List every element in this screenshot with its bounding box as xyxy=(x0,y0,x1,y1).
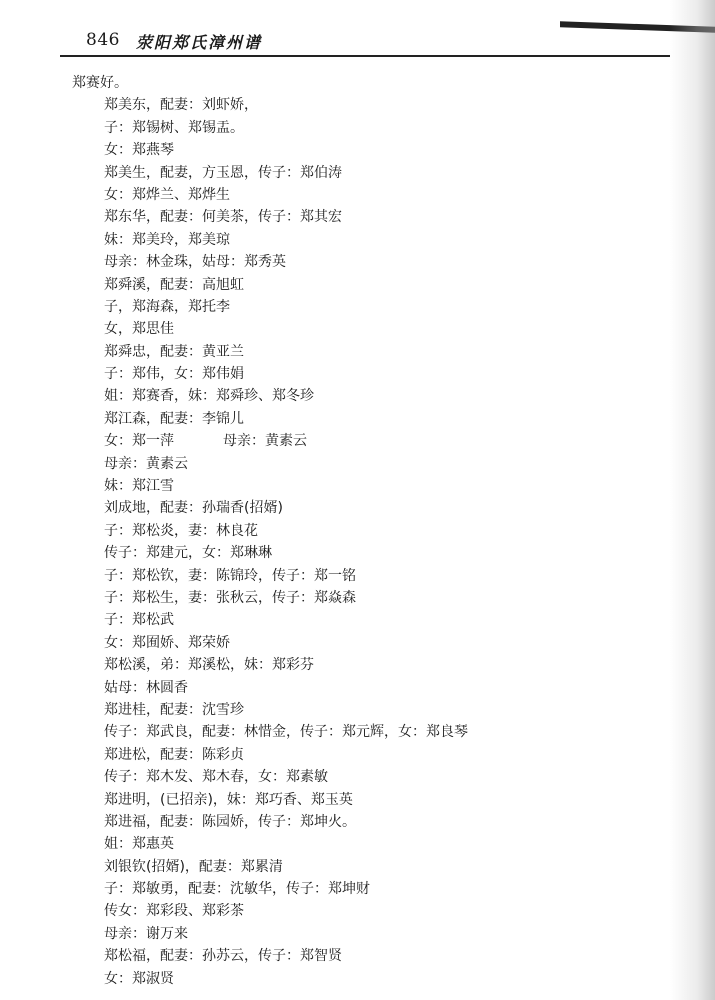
text-line: 刘银钦(招婿)，配妻：郑累清 xyxy=(104,858,283,875)
text-line: 女：郑烨兰、郑烨生 xyxy=(104,186,230,203)
page-number: 846 xyxy=(86,30,120,50)
text-line: 子：郑松武 xyxy=(104,612,174,629)
text-line: 妹：郑美玲，郑美琼 xyxy=(104,231,230,248)
text-line: 传子：郑建元，女：郑琳琳 xyxy=(104,545,272,562)
text-line: 女：郑一萍 母亲：黄素云 xyxy=(104,433,307,450)
text-line: 传子：郑武良，配妻：林惜金，传子：郑元辉，女：郑良琴 xyxy=(104,724,468,741)
text-line: 郑舜忠，配妻：黄亚兰 xyxy=(104,343,244,360)
text-line: 姐：郑赛香，妹：郑舜珍、郑冬珍 xyxy=(104,388,314,405)
text-line: 郑进福，配妻：陈园娇，传子：郑坤火。 xyxy=(104,813,356,830)
text-line: 女，郑思佳 xyxy=(104,321,174,338)
text-line: 郑进明，(已招亲)，妹：郑巧香、郑玉英 xyxy=(104,791,353,808)
text-line: 郑进桂，配妻：沈雪珍 xyxy=(104,701,244,718)
text-line: 子：郑松钦，妻：陈锦玲，传子：郑一铭 xyxy=(104,567,356,584)
text-line: 母亲：黄素云 xyxy=(104,455,188,472)
text-line: 女：郑淑贤 xyxy=(104,970,174,987)
text-line: 母亲：林金珠，姑母：郑秀英 xyxy=(104,254,286,271)
text-line: 子：郑伟，女：郑伟娟 xyxy=(104,366,244,383)
text-line: 郑美东，配妻：刘虾娇， xyxy=(104,97,258,114)
text-line: 姑母：林圆香 xyxy=(104,679,188,696)
text-line: 郑赛好。 xyxy=(72,75,128,91)
text-line: 郑东华，配妻：何美茶，传子：郑其宏 xyxy=(104,209,342,226)
text-line: 郑进松，配妻：陈彩贞 xyxy=(104,746,244,763)
text-line: 姐：郑惠英 xyxy=(104,836,174,853)
text-line: 郑美生，配妻，方玉恩，传子：郑伯涛 xyxy=(104,164,342,181)
text-line: 刘成地，配妻：孙瑞香(招婿) xyxy=(104,500,283,517)
text-line: 子：郑松生，妻：张秋云，传子：郑焱森 xyxy=(104,589,356,606)
genealogy-text-body xyxy=(72,72,652,990)
text-line: 郑舜溪，配妻：高旭虹 xyxy=(104,276,244,293)
page-header xyxy=(60,28,670,58)
page-title: 荥阳郑氏漳州谱 xyxy=(136,33,263,52)
text-line: 郑江森，配妻：李锦儿 xyxy=(104,410,244,427)
text-line: 子：郑锡树、郑锡盂。 xyxy=(104,119,244,136)
scan-shadow-edge xyxy=(670,0,715,1000)
text-line: 女：郑囿娇、郑荣娇 xyxy=(104,634,230,651)
text-line: 子，郑海森，郑托李 xyxy=(104,298,230,315)
text-line: 郑松福，配妻：孙苏云，传子：郑智贤 xyxy=(104,948,342,965)
text-line: 传女：郑彩段、郑彩茶 xyxy=(104,903,244,920)
text-line: 郑松溪，弟：郑溪松，妹：郑彩芬 xyxy=(104,657,314,674)
text-line: 传子：郑木发、郑木春，女：郑素敏 xyxy=(104,769,328,786)
text-line: 子：郑松炎，妻：林良花 xyxy=(104,522,258,539)
text-line: 母亲：谢万来 xyxy=(104,925,188,942)
header-rule xyxy=(60,55,670,57)
text-line: 妹：郑江雪 xyxy=(104,478,174,495)
text-line: 女：郑燕琴 xyxy=(104,142,174,159)
text-line: 子：郑敏勇，配妻：沈敏华，传子：郑坤财 xyxy=(104,881,370,898)
